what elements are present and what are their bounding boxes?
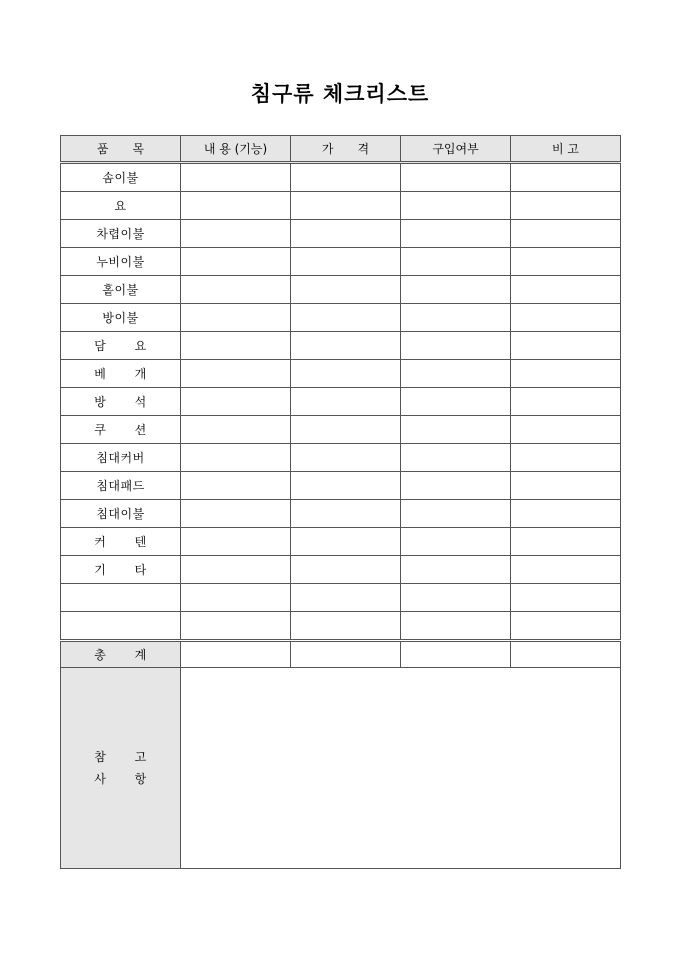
table-row [61,360,621,388]
notes-content-area[interactable] [181,668,621,869]
purchased-cell[interactable] [401,276,511,304]
item-name-cell: 차렵이불 [61,220,181,248]
remarks-cell[interactable] [511,500,621,528]
remarks-cell[interactable] [511,444,621,472]
checklist-table [60,135,621,869]
item-name-cell: 방이불 [61,304,181,332]
content-cell[interactable] [181,584,291,612]
price-cell[interactable] [291,612,401,641]
header-row [61,136,621,163]
remarks-cell[interactable] [511,416,621,444]
purchased-cell[interactable] [401,584,511,612]
content-cell[interactable] [181,192,291,220]
item-name-cell: 침대패드 [61,472,181,500]
item-name-cell: 베 개 [61,360,181,388]
table-row [61,416,621,444]
price-cell[interactable] [291,444,401,472]
purchased-cell[interactable] [401,416,511,444]
purchased-cell[interactable] [401,556,511,584]
remarks-cell[interactable] [511,163,621,192]
content-cell[interactable] [181,388,291,416]
total-row [61,641,621,668]
item-name-cell: 기 타 [61,556,181,584]
price-cell[interactable] [291,192,401,220]
remarks-cell[interactable] [511,276,621,304]
price-cell[interactable] [291,276,401,304]
price-cell[interactable] [291,332,401,360]
item-name-cell: 침대커버 [61,444,181,472]
table-row [61,528,621,556]
content-cell[interactable] [181,360,291,388]
content-cell[interactable] [181,248,291,276]
purchased-cell[interactable] [401,304,511,332]
remarks-cell[interactable] [511,304,621,332]
table-row [61,192,621,220]
price-cell[interactable] [291,163,401,192]
remarks-cell[interactable] [511,220,621,248]
notes-label-line-2: 사 항 [94,772,147,786]
table-row [61,248,621,276]
content-cell[interactable] [181,276,291,304]
item-name-cell: 커 텐 [61,528,181,556]
price-cell[interactable] [291,500,401,528]
purchased-cell[interactable] [401,163,511,192]
remarks-cell[interactable] [511,528,621,556]
price-cell[interactable] [291,388,401,416]
price-cell[interactable] [291,472,401,500]
total-label: 총 계 [61,641,181,668]
purchased-cell[interactable] [401,192,511,220]
item-name-cell [61,612,181,641]
remarks-cell[interactable] [511,584,621,612]
table-row [61,332,621,360]
purchased-cell[interactable] [401,360,511,388]
content-cell[interactable] [181,528,291,556]
purchased-cell[interactable] [401,612,511,641]
notes-label [61,668,181,869]
table-row [61,444,621,472]
table-row [61,163,621,192]
price-cell[interactable] [291,304,401,332]
content-cell[interactable] [181,556,291,584]
content-cell[interactable] [181,220,291,248]
remarks-cell[interactable] [511,360,621,388]
table-row [61,220,621,248]
price-cell[interactable] [291,360,401,388]
remarks-cell[interactable] [511,192,621,220]
content-cell[interactable] [181,500,291,528]
item-name-cell: 솜이불 [61,163,181,192]
total-content-cell[interactable] [181,641,291,668]
purchased-cell[interactable] [401,388,511,416]
item-name-cell [61,584,181,612]
content-cell[interactable] [181,612,291,641]
purchased-cell[interactable] [401,248,511,276]
table-row [61,612,621,641]
table-row [61,472,621,500]
table-row [61,276,621,304]
price-cell[interactable] [291,584,401,612]
header-item: 품 목 [61,136,181,163]
purchased-cell[interactable] [401,444,511,472]
table-row [61,584,621,612]
purchased-cell[interactable] [401,472,511,500]
table-row [61,500,621,528]
item-name-cell: 요 [61,192,181,220]
notes-row [61,668,621,869]
page-title: 침구류 체크리스트 [250,81,430,106]
remarks-cell[interactable] [511,332,621,360]
remarks-cell[interactable] [511,388,621,416]
content-cell[interactable] [181,304,291,332]
content-cell[interactable] [181,416,291,444]
remarks-cell[interactable] [511,556,621,584]
content-cell[interactable] [181,163,291,192]
content-cell[interactable] [181,472,291,500]
table-row [61,304,621,332]
price-cell[interactable] [291,416,401,444]
header-remarks: 비 고 [511,136,621,163]
purchased-cell[interactable] [401,220,511,248]
total-remarks-cell[interactable] [511,641,621,668]
header-content: 내 용 (기능) [181,136,291,163]
purchased-cell[interactable] [401,500,511,528]
notes-label-line-1: 참 고 [94,750,147,764]
price-cell[interactable] [291,556,401,584]
price-cell[interactable] [291,220,401,248]
remarks-cell[interactable] [511,472,621,500]
price-cell[interactable] [291,528,401,556]
header-purchased: 구입여부 [401,136,511,163]
item-name-cell: 침대이불 [61,500,181,528]
total-purchased-cell[interactable] [401,641,511,668]
item-name-cell: 쿠 션 [61,416,181,444]
item-name-cell: 홑이불 [61,276,181,304]
content-cell[interactable] [181,444,291,472]
item-rows [61,163,621,641]
item-name-cell: 방 석 [61,388,181,416]
table-row [61,388,621,416]
item-name-cell: 누비이불 [61,248,181,276]
remarks-cell[interactable] [511,612,621,641]
remarks-cell[interactable] [511,248,621,276]
purchased-cell[interactable] [401,528,511,556]
purchased-cell[interactable] [401,332,511,360]
table-row [61,556,621,584]
total-price-cell[interactable] [291,641,401,668]
price-cell[interactable] [291,248,401,276]
header-price: 가 격 [291,136,401,163]
content-cell[interactable] [181,332,291,360]
item-name-cell: 담 요 [61,332,181,360]
